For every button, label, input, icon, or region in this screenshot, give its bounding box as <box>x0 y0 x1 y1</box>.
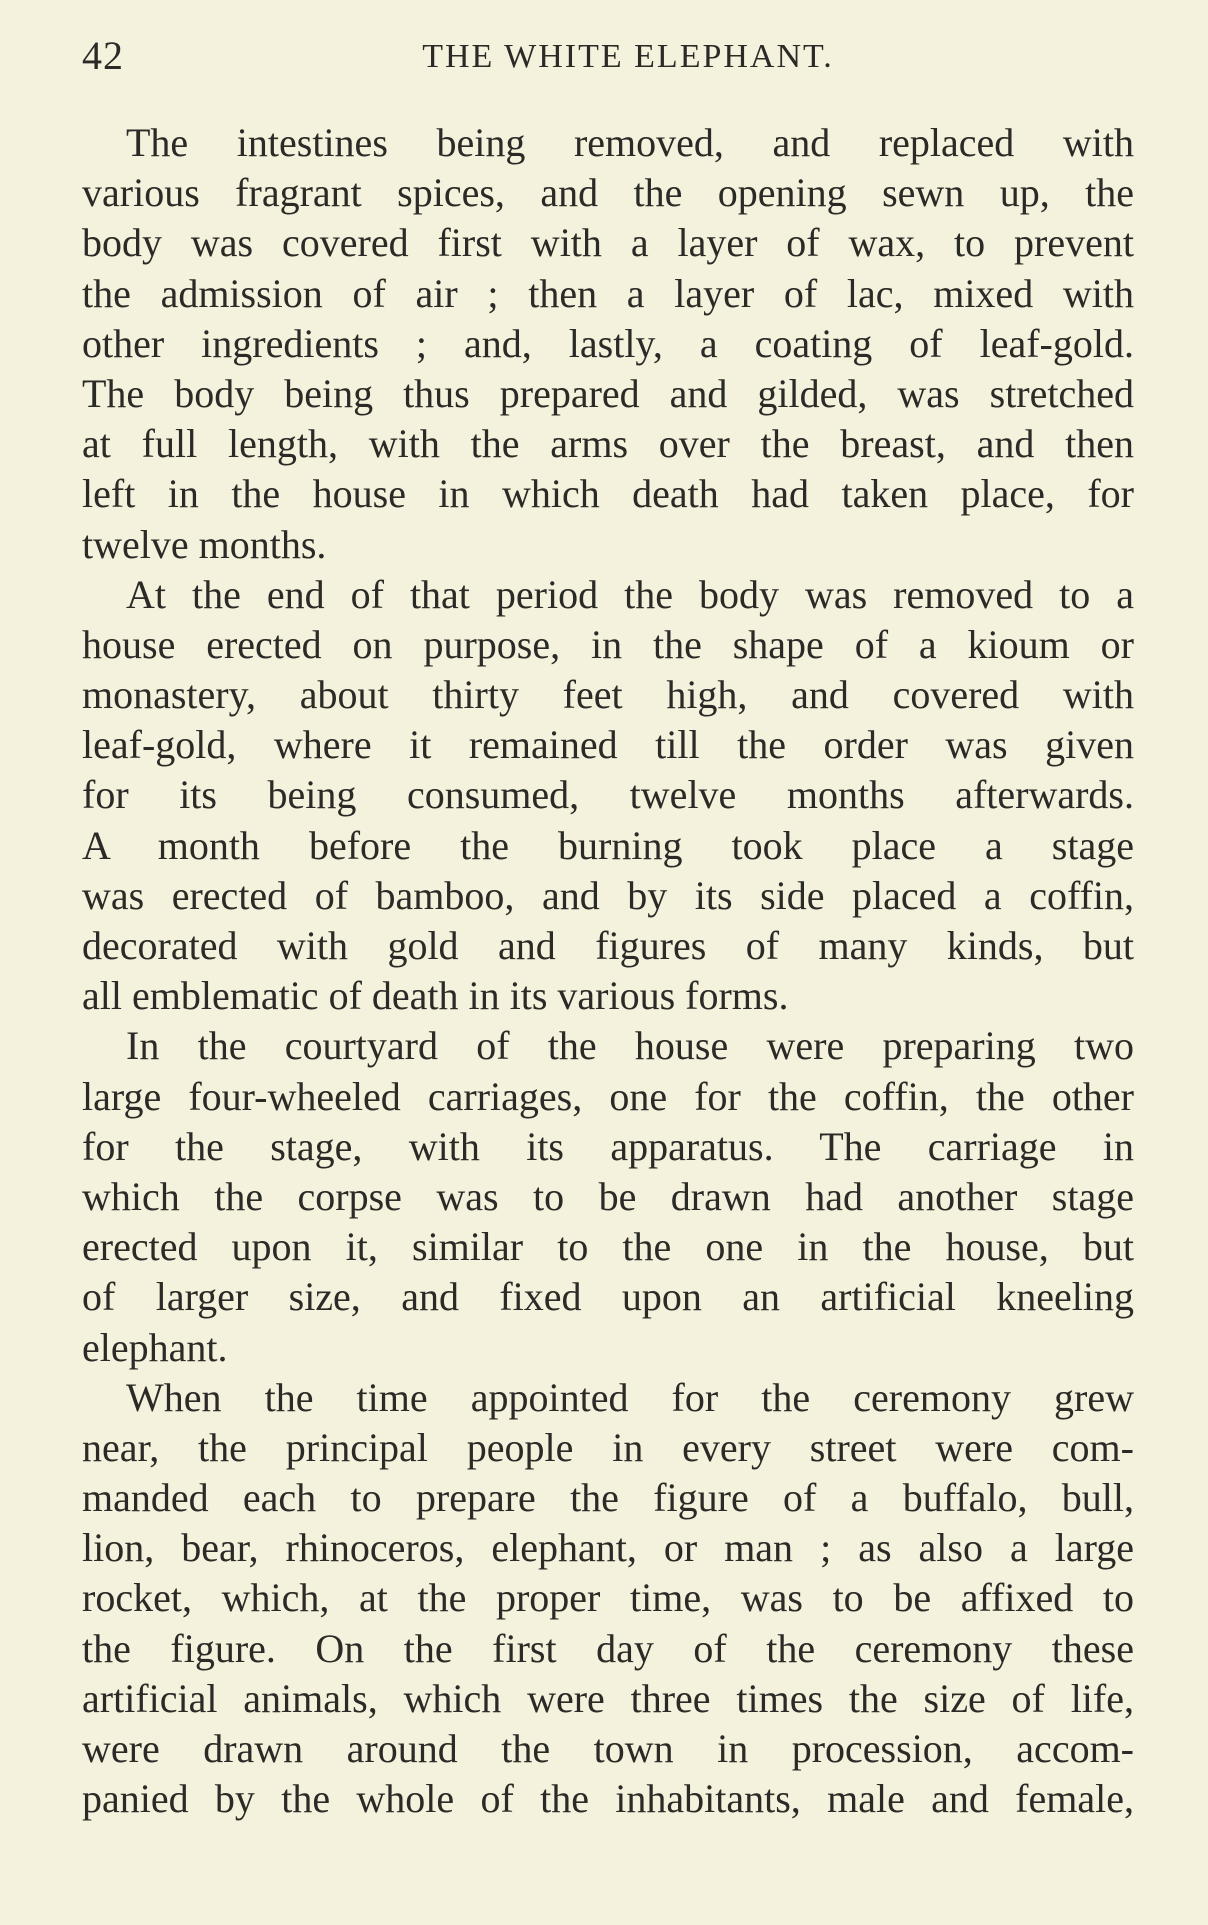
text-line: of larger size, and fixed upon an artificial kneeling <box>82 1274 1134 1320</box>
text-line: left in the house in which death had taken place, for <box>82 471 1134 517</box>
text-line: various fragrant spices, and the opening sewn up, the <box>82 170 1134 216</box>
text-line: which the corpse was to be drawn had another stage <box>82 1173 1134 1219</box>
text-line: lion, bear, rhinoceros, elephant, or man ; as also a large <box>82 1525 1134 1571</box>
text-line: other ingredients ; and, lastly, a coating of leaf-gold. <box>82 320 1134 366</box>
paragraph-4 <box>82 1373 1134 1825</box>
text-line: at full length, with the arms over the breast, and then <box>82 421 1134 467</box>
text-line: were drawn around the town in procession, accom- <box>82 1726 1134 1771</box>
text-line: large four-wheeled carriages, one for the coffin, the other <box>82 1073 1134 1119</box>
text-line: rocket, which, at the proper time, was to be affixed to <box>82 1575 1134 1621</box>
text-line: leaf-gold, where it remained till the order was given <box>82 722 1134 768</box>
text-line: near, the principal people in every street were com- <box>82 1424 1134 1470</box>
text-line: A month before the burning took place a stage <box>82 822 1134 868</box>
text-line: for the stage, with its apparatus. The carriage in <box>82 1123 1134 1169</box>
text-line: decorated with gold and figures of many kinds, but <box>82 923 1134 968</box>
text-line: erected upon it, similar to the one in the house, but <box>82 1224 1134 1270</box>
paragraph-3 <box>82 1021 1134 1372</box>
text-line: for its being consumed, twelve months afterwards. <box>82 772 1134 818</box>
text-line: monastery, about thirty feet high, and covered with <box>82 672 1134 718</box>
text-line: was erected of bamboo, and by its side placed a coffin, <box>82 872 1134 918</box>
text-line: The body being thus prepared and gilded, was stretched <box>82 370 1134 416</box>
text-line: body was covered first with a layer of wax, to prevent <box>82 220 1134 266</box>
page-number: 42 <box>82 33 124 78</box>
paragraph-2 <box>82 570 1134 1022</box>
text-line: the admission of air ; then a layer of lac, mixed with <box>82 270 1134 316</box>
body-text <box>82 118 1134 1824</box>
text-line: The intestines being removed, and replaced with <box>126 120 1134 165</box>
paragraph-1 <box>82 118 1134 570</box>
text-line: elephant. <box>82 1324 228 1370</box>
text-line: When the time appointed for the ceremony grew <box>126 1374 1134 1420</box>
text-line: panied by the whole of the inhabitants, male and female, <box>82 1776 1134 1822</box>
text-line: At the end of that period the body was removed to a <box>126 571 1134 617</box>
text-line: twelve months. <box>82 521 327 567</box>
text-line: In the courtyard of the house were preparing two <box>126 1023 1134 1069</box>
running-head <box>82 32 1134 80</box>
text-line: all emblematic of death in its various forms. <box>82 973 789 1019</box>
text-line: the figure. On the first day of the ceremony these <box>82 1625 1134 1671</box>
text-line: manded each to prepare the figure of a buffalo, bull, <box>82 1475 1134 1521</box>
text-line: artificial animals, which were three times the size of life, <box>82 1675 1134 1721</box>
running-title: THE WHITE ELEPHANT. <box>422 38 834 75</box>
text-line: house erected on purpose, in the shape of a kioum or <box>82 621 1134 667</box>
